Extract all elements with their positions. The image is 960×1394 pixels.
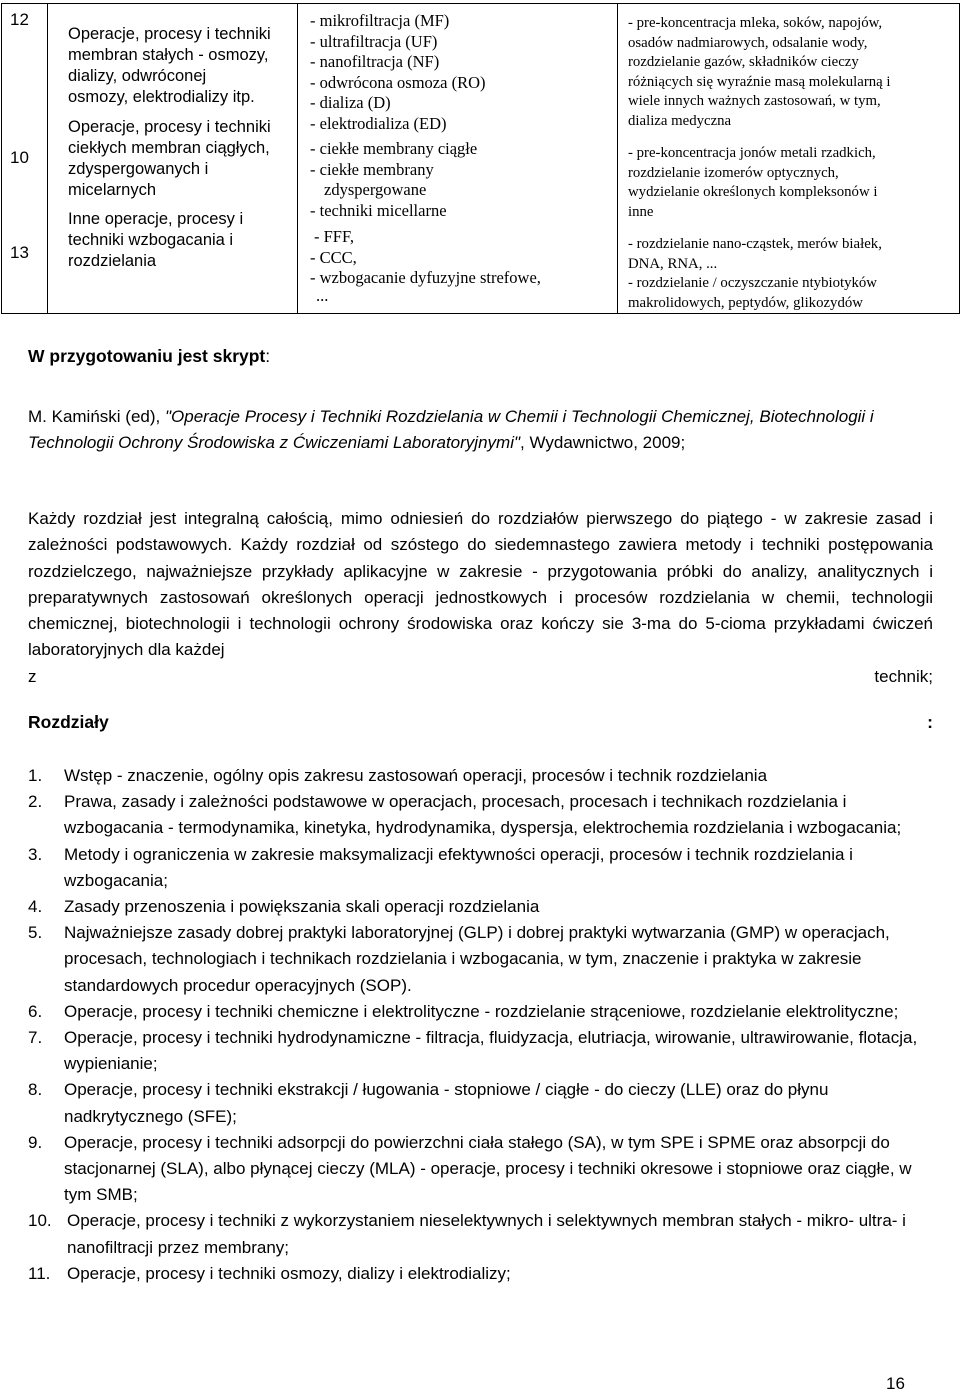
method-item: - techniki micellarne bbox=[310, 200, 447, 220]
table-row bbox=[2, 4, 960, 314]
list-item bbox=[28, 789, 933, 841]
list-item bbox=[28, 842, 933, 894]
title-line: Operacje, procesy i techniki bbox=[68, 25, 271, 43]
title-line: techniki wzbogacania i bbox=[68, 231, 234, 249]
chapter-text: Operacje, procesy i techniki z wykorzystaniem nieselektywnych i selektywnych membran stałych - mikro- ultra- i nanofiltracji przez membrany; bbox=[67, 1211, 906, 1257]
application-line: - pre-koncentracja mleka, soków, napojów, bbox=[628, 15, 883, 31]
chapter-number: 11. bbox=[28, 1263, 51, 1283]
chapter-number: 7. bbox=[28, 1028, 43, 1048]
methods-group bbox=[310, 139, 611, 221]
description-last-right: technik; bbox=[874, 666, 933, 686]
method-item: ... bbox=[316, 285, 329, 305]
title-line: ciekłych membran ciągłych, bbox=[68, 139, 270, 157]
row-number-cell bbox=[2, 4, 48, 314]
methods-cell bbox=[298, 4, 618, 314]
application-line: rozdzielanie izomerów optycznych, bbox=[628, 164, 839, 181]
chapters-heading bbox=[28, 712, 933, 733]
chapter-number: 8. bbox=[28, 1080, 43, 1100]
list-item bbox=[28, 763, 933, 789]
methods-group bbox=[310, 11, 611, 134]
chapters-heading-label: Rozdziały bbox=[28, 712, 109, 732]
title-line: zdyspergowanych i bbox=[68, 160, 209, 178]
applications-cell bbox=[618, 4, 960, 314]
title-line: osmozy, elektrodializy itp. bbox=[68, 88, 255, 106]
chapter-text: Operacje, procesy i techniki hydrodynamiczne - filtracja, fluidyzacja, elutriacja, wirowanie, ultrawirowanie, flotacja, wypienianie; bbox=[64, 1028, 918, 1074]
application-line: rozdzielanie gazów, składników cieczy bbox=[628, 54, 859, 70]
method-item: - ultrafiltracja (UF) bbox=[310, 31, 438, 51]
method-item: zdyspergowane bbox=[324, 180, 427, 199]
chapter-number: 5. bbox=[28, 923, 43, 943]
title-line: membran stałych - osmozy, bbox=[68, 46, 269, 64]
title-line: dializy, odwróconej bbox=[68, 67, 207, 85]
method-item: - ciekłe membrany ciągłe bbox=[310, 139, 478, 158]
description-last-left: z bbox=[28, 666, 37, 686]
reference-title: "Operacje Procesy i Techniki Rozdzielania w Chemii i Technologii Chemicznej, Biotechnologii i Technologii Ochrony Środowiska z Ćwiczeniami Laboratoryjnymi" bbox=[28, 407, 874, 452]
list-item bbox=[28, 1261, 933, 1287]
list-item bbox=[28, 1208, 933, 1260]
method-item: - nanofiltracja (NF) bbox=[310, 52, 440, 71]
reference-author: M. Kamiński (ed), bbox=[28, 407, 165, 426]
row-title bbox=[48, 117, 297, 201]
title-line: Inne operacje, procesy i bbox=[68, 210, 244, 228]
chapter-text: Operacje, procesy i techniki adsorpcji do powierzchni ciała stałego (SA), w tym SPE i SPME oraz absorpcji do stacjonarnej (SLA), albo płynącej cieczy (MLA) - operacje, procesy i techniki okresowe i stopniowe oraz ciągłe, w tym SMB; bbox=[64, 1132, 912, 1205]
list-item bbox=[28, 1077, 933, 1129]
list-item bbox=[28, 1025, 933, 1077]
chapter-text: Zasady przenoszenia i powiększania skali operacji rozdzielania bbox=[64, 897, 540, 917]
preparation-colon: : bbox=[265, 346, 271, 366]
application-line: - rozdzielanie / oczyszczanie ntybiotyków bbox=[628, 275, 877, 291]
title-line: rozdzielania bbox=[68, 252, 157, 270]
row-title bbox=[48, 209, 297, 272]
chapters-list bbox=[28, 763, 933, 1287]
list-item bbox=[28, 999, 933, 1025]
method-item: - CCC, bbox=[310, 247, 357, 267]
reference-publisher: , Wydawnictwo, 2009; bbox=[520, 433, 686, 452]
method-item: - odwrócona osmoza (RO) bbox=[310, 72, 486, 92]
list-item bbox=[28, 1130, 933, 1209]
book-reference bbox=[28, 404, 933, 456]
list-item bbox=[28, 894, 933, 920]
chapter-number: 10. bbox=[28, 1211, 52, 1231]
chapter-number: 1. bbox=[28, 766, 43, 785]
method-item: - dializa (D) bbox=[310, 93, 391, 112]
chapter-number: 9. bbox=[28, 1132, 43, 1152]
method-item: - mikrofiltracja (MF) bbox=[310, 11, 450, 30]
applications-group bbox=[628, 235, 953, 313]
row-number: 10 bbox=[10, 148, 29, 167]
application-line: - rozdzielanie nano-cząstek, merów białek, bbox=[628, 236, 882, 252]
description-last-line bbox=[28, 664, 933, 690]
operations-table bbox=[1, 3, 960, 314]
list-item bbox=[28, 920, 933, 999]
row-number: 13 bbox=[10, 243, 29, 262]
row-number: 12 bbox=[10, 10, 29, 29]
chapter-number: 4. bbox=[28, 897, 43, 917]
preparation-label: W przygotowaniu jest skrypt bbox=[28, 346, 266, 366]
title-cell bbox=[48, 4, 298, 314]
method-item: - elektrodializa (ED) bbox=[310, 113, 447, 133]
application-line: DNA, RNA, ... bbox=[628, 255, 718, 272]
title-line: micelarnych bbox=[68, 181, 157, 199]
method-item: - wzbogacanie dyfuzyjne strefowe, bbox=[310, 268, 541, 287]
description-body: Każdy rozdział jest integralną całością, mimo odniesień do rozdziałów pierwszego do piątego - w zakresie zasad i zależności podstawowych. Każdy rozdział od szóstego do siedemnastego zawiera metody i techniki postępowania rozdzielczego, najważniejsze przykłady aplikacyjne w zakresie - przygotowania próbki do analizy, analitycznych i preparatywnych zastosowań określonych operacji jednostkowych i procesów rozdzielania w chemii, technologii chemicznej, biotechnologii i technologii ochrony środowiska oraz kończy sie 3-ma do 5-cioma przykładami ćwiczeń laboratoryjnych dla każdej bbox=[28, 509, 933, 660]
chapter-text: Wstęp - znaczenie, ogólny opis zakresu zastosowań operacji, procesów i technik rozdzielania bbox=[64, 766, 768, 785]
chapters-heading-colon: : bbox=[927, 712, 933, 732]
applications-group bbox=[628, 144, 953, 222]
description-paragraph bbox=[28, 506, 933, 690]
preparation-note bbox=[28, 346, 270, 367]
chapter-number: 3. bbox=[28, 844, 43, 864]
methods-group bbox=[310, 227, 611, 303]
page-number: 16 bbox=[886, 1374, 905, 1393]
application-line: wiele innych ważnych zastosowań, w tym, bbox=[628, 93, 881, 109]
application-line: - pre-koncentracja jonów metali rzadkich, bbox=[628, 145, 876, 161]
chapter-number: 6. bbox=[28, 1001, 43, 1021]
application-line: różniących się wyraźnie masą molekularną i bbox=[628, 73, 891, 90]
title-line: Operacje, procesy i techniki bbox=[68, 118, 271, 136]
application-line: inne bbox=[628, 203, 654, 220]
chapter-text: Najważniejsze zasady dobrej praktyki laboratoryjnej (GLP) i dobrej praktyki wytwarzania (GMP) w operacjach, procesach, technologiach i technikach rozdzielania i wzbogacania, w tym, znaczenie i praktyka w zakresie standardowych procedur operacyjnych (SOP). bbox=[64, 923, 890, 995]
application-line: osadów nadmiarowych, odsalanie wody, bbox=[628, 34, 868, 51]
application-line: makrolidowych, peptydów, glikozydów bbox=[628, 294, 863, 311]
application-line: wydzielanie określonych kompleksonów i bbox=[628, 184, 878, 200]
chapter-text: Operacje, procesy i techniki osmozy, dializy i elektrodializy; bbox=[67, 1263, 511, 1283]
applications-list bbox=[618, 4, 959, 313]
chapter-text: Operacje, procesy i techniki ekstrakcji / ługowania - stopniowe / ciągłe - do cieczy (LLE) oraz do płynu nadkrytycznego (SFE); bbox=[64, 1080, 829, 1126]
chapter-text: Operacje, procesy i techniki chemiczne i elektrolityczne - rozdzielanie strąceniowe, rozdzielanie elektrolityczne; bbox=[64, 1001, 899, 1021]
chapter-number: 2. bbox=[28, 792, 43, 812]
method-item: - ciekłe membrany bbox=[310, 159, 434, 179]
chapter-text: Metody i ograniczenia w zakresie maksymalizacji efektywności operacji, procesów i technik rozdzielania i wzbogacania; bbox=[64, 844, 853, 890]
method-item: - FFF, bbox=[314, 227, 354, 246]
row-title bbox=[48, 24, 297, 108]
applications-group bbox=[628, 14, 953, 131]
methods-list bbox=[298, 4, 617, 303]
application-line: dializa medyczna bbox=[628, 112, 732, 129]
chapter-text: Prawa, zasady i zależności podstawowe w operacjach, procesach, procesach i technikach rozdzielania i wzbogacania - termodynamika, kinetyka, hydrodynamika, dyspersja, elektrochemia rozdzielania i wzbogacania; bbox=[64, 792, 902, 838]
